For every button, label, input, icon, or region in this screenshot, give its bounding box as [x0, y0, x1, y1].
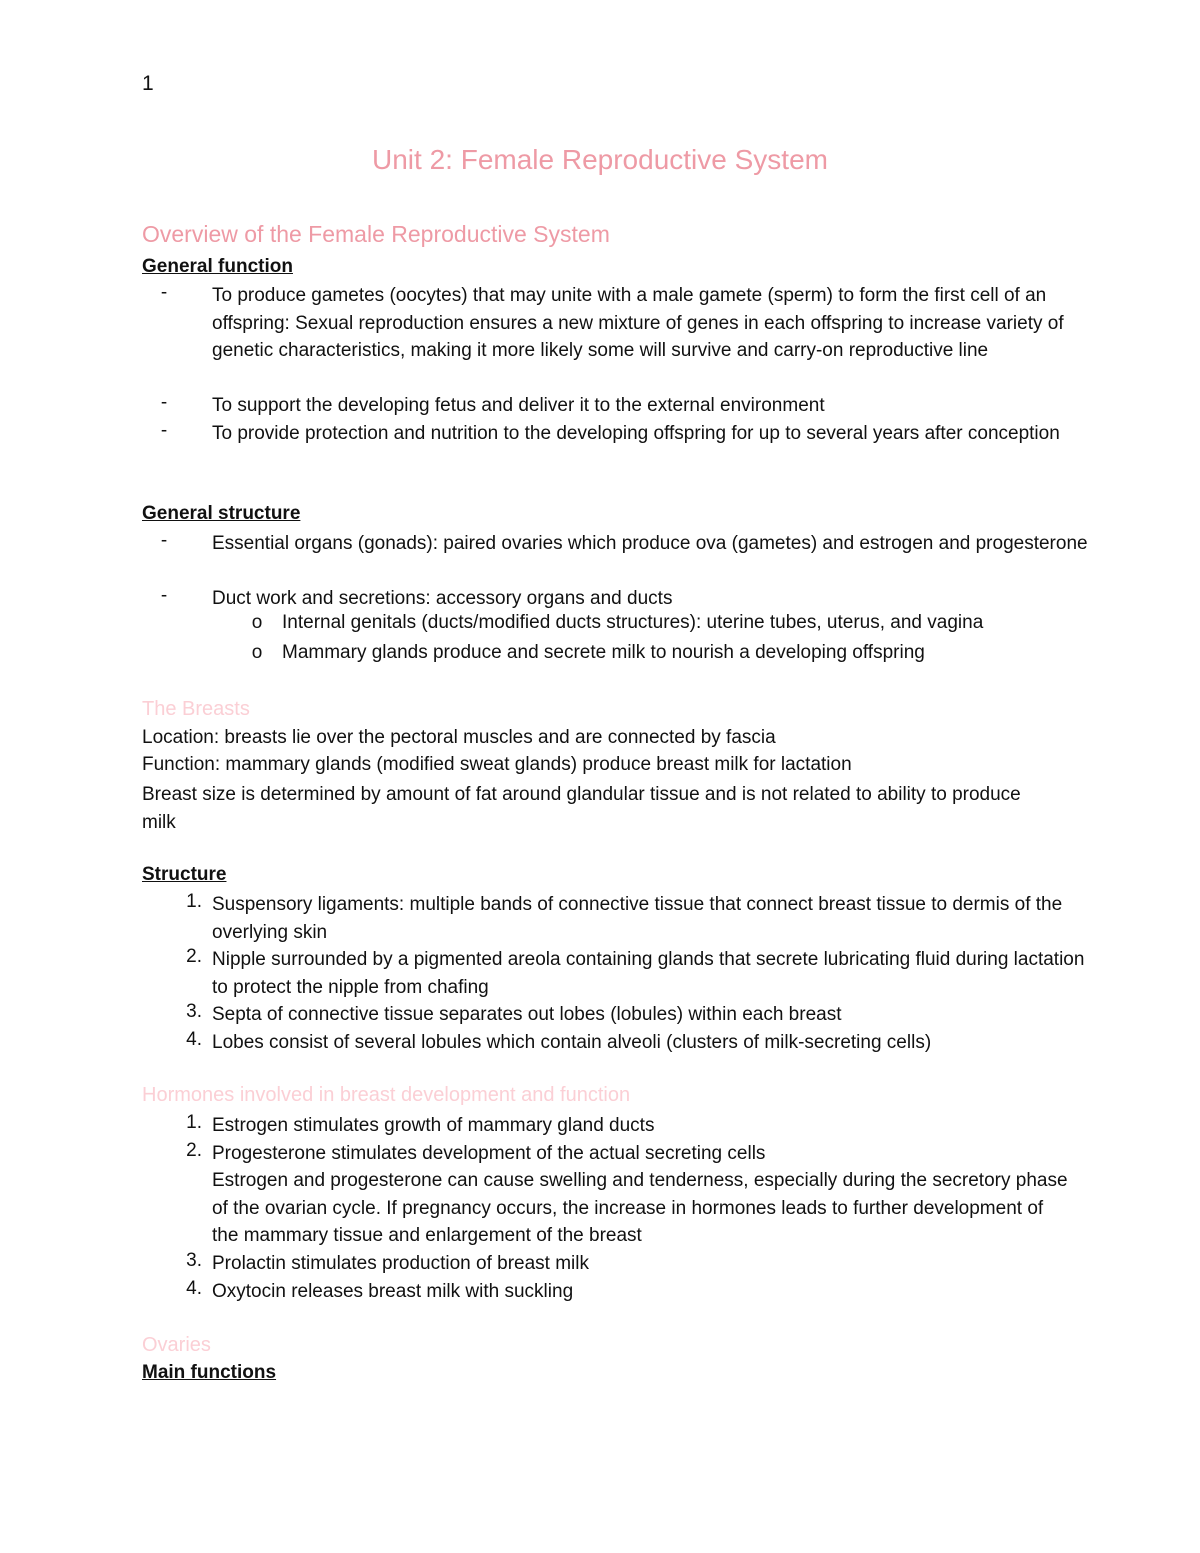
document-title: Unit 2: Female Reproductive System: [372, 144, 828, 175]
main-functions-label: Main functions: [142, 1362, 277, 1383]
item-number: 1.: [186, 1112, 202, 1133]
general-structure-label: General structure: [142, 503, 301, 524]
item-number: 3.: [186, 1250, 202, 1271]
breasts-function: Function: mammary glands (modified sweat glands) produce breast milk for lactation: [142, 754, 852, 775]
bullet-dash: -: [160, 585, 168, 606]
document-page: 1 Unit 2: Female Reproductive System Overview of the Female Reproductive System General function - To produce gametes (oocytes) that may unite with a male gamete (sperm) to form the first cell of an offspring: Sexual reproduction ensures a new mixture of genes in each offspring to increase variety of genetic characteristics, making it more likely some will survive and carry-on reproductive line - To support the developing fetus and deliver it to the external environment - To provide protection and nutrition to the developing offspring for up to several years after conception General structure - Essential organs (gonads): paired ovaries which produce ova (gametes) and estrogen and progesterone - Duct work and secretions: accessory organs and ducts o Internal genitals (ducts/modified ducts structures): uterine tubes, uterus, and vagina o Mammary glands produce and secrete milk to nourish a developing offspring The Breasts Location: breasts lie over the pectoral muscles and are connected by fascia Function: mammary glands (modified sweat glands) produce breast milk for lactation Breast size is determined by amount of fat around glandular tissue and is not related to ability to produce milk Structure 1. Suspensory ligaments: multiple bands of connective tissue that connect breast tissue to dermis of the overlying skin 2. Nipple surrounded by a pigmented areola containing glands that secrete lubricating fluid during lactation to protect the nipple from chafing 3. Septa of connective tissue separates out lobes (lobules) within each breast 4. Lobes consist of several lobules which contain alveoli (clusters of milk-secreting cells) Hormones involved in breast development and function 1. Estrogen stimulates growth of mammary gland ducts 2. Progesterone stimulates development of the actual secreting cells Estrogen and progesterone can cause swelling and tenderness, especially during the secretory phase of the ovarian cycle. If pregnancy occurs, the increase in hormones leads to further development of the mammary tissue and enlargement of the breast 3. Prolactin stimulates production of breast milk 4. Oxytocin releases breast milk with suckling Ovaries Main functions: [0, 0, 1200, 1553]
page-number: 1: [142, 72, 154, 95]
item-number: 4.: [186, 1029, 202, 1050]
breasts-location: Location: breasts lie over the pectoral muscles and are connected by fascia: [142, 727, 776, 748]
bullet-circle: o: [251, 642, 263, 663]
ovaries-heading: Ovaries: [142, 1334, 211, 1356]
item-number: 4.: [186, 1278, 202, 1299]
bullet-dash: -: [160, 420, 168, 441]
bullet-circle: o: [251, 612, 263, 633]
bullet-dash: -: [160, 282, 168, 303]
bullet-dash: -: [160, 530, 168, 551]
structure-label: Structure: [142, 864, 227, 885]
item-number: 2.: [186, 946, 202, 967]
hormones-note: Estrogen and progesterone can cause swelling and tenderness, especially during the secretory phase of the ovarian cycle. If pregnancy occurs, the increase in hormones leads to further development of the mammary tissue and enlargement of the breast: [212, 1170, 1068, 1246]
general-function-label: General function: [142, 256, 293, 277]
overview-heading: Overview of the Female Reproductive System: [142, 221, 610, 247]
item-number: 2.: [186, 1140, 202, 1161]
breasts-heading: The Breasts: [142, 698, 250, 720]
breasts-size: Breast size is determined by amount of fat around glandular tissue and is not related to ability to produce milk: [142, 784, 1021, 833]
item-number: 3.: [186, 1001, 202, 1022]
hormones-heading: Hormones involved in breast development and function: [142, 1084, 631, 1106]
bullet-dash: -: [160, 392, 168, 413]
item-number: 1.: [186, 891, 202, 912]
